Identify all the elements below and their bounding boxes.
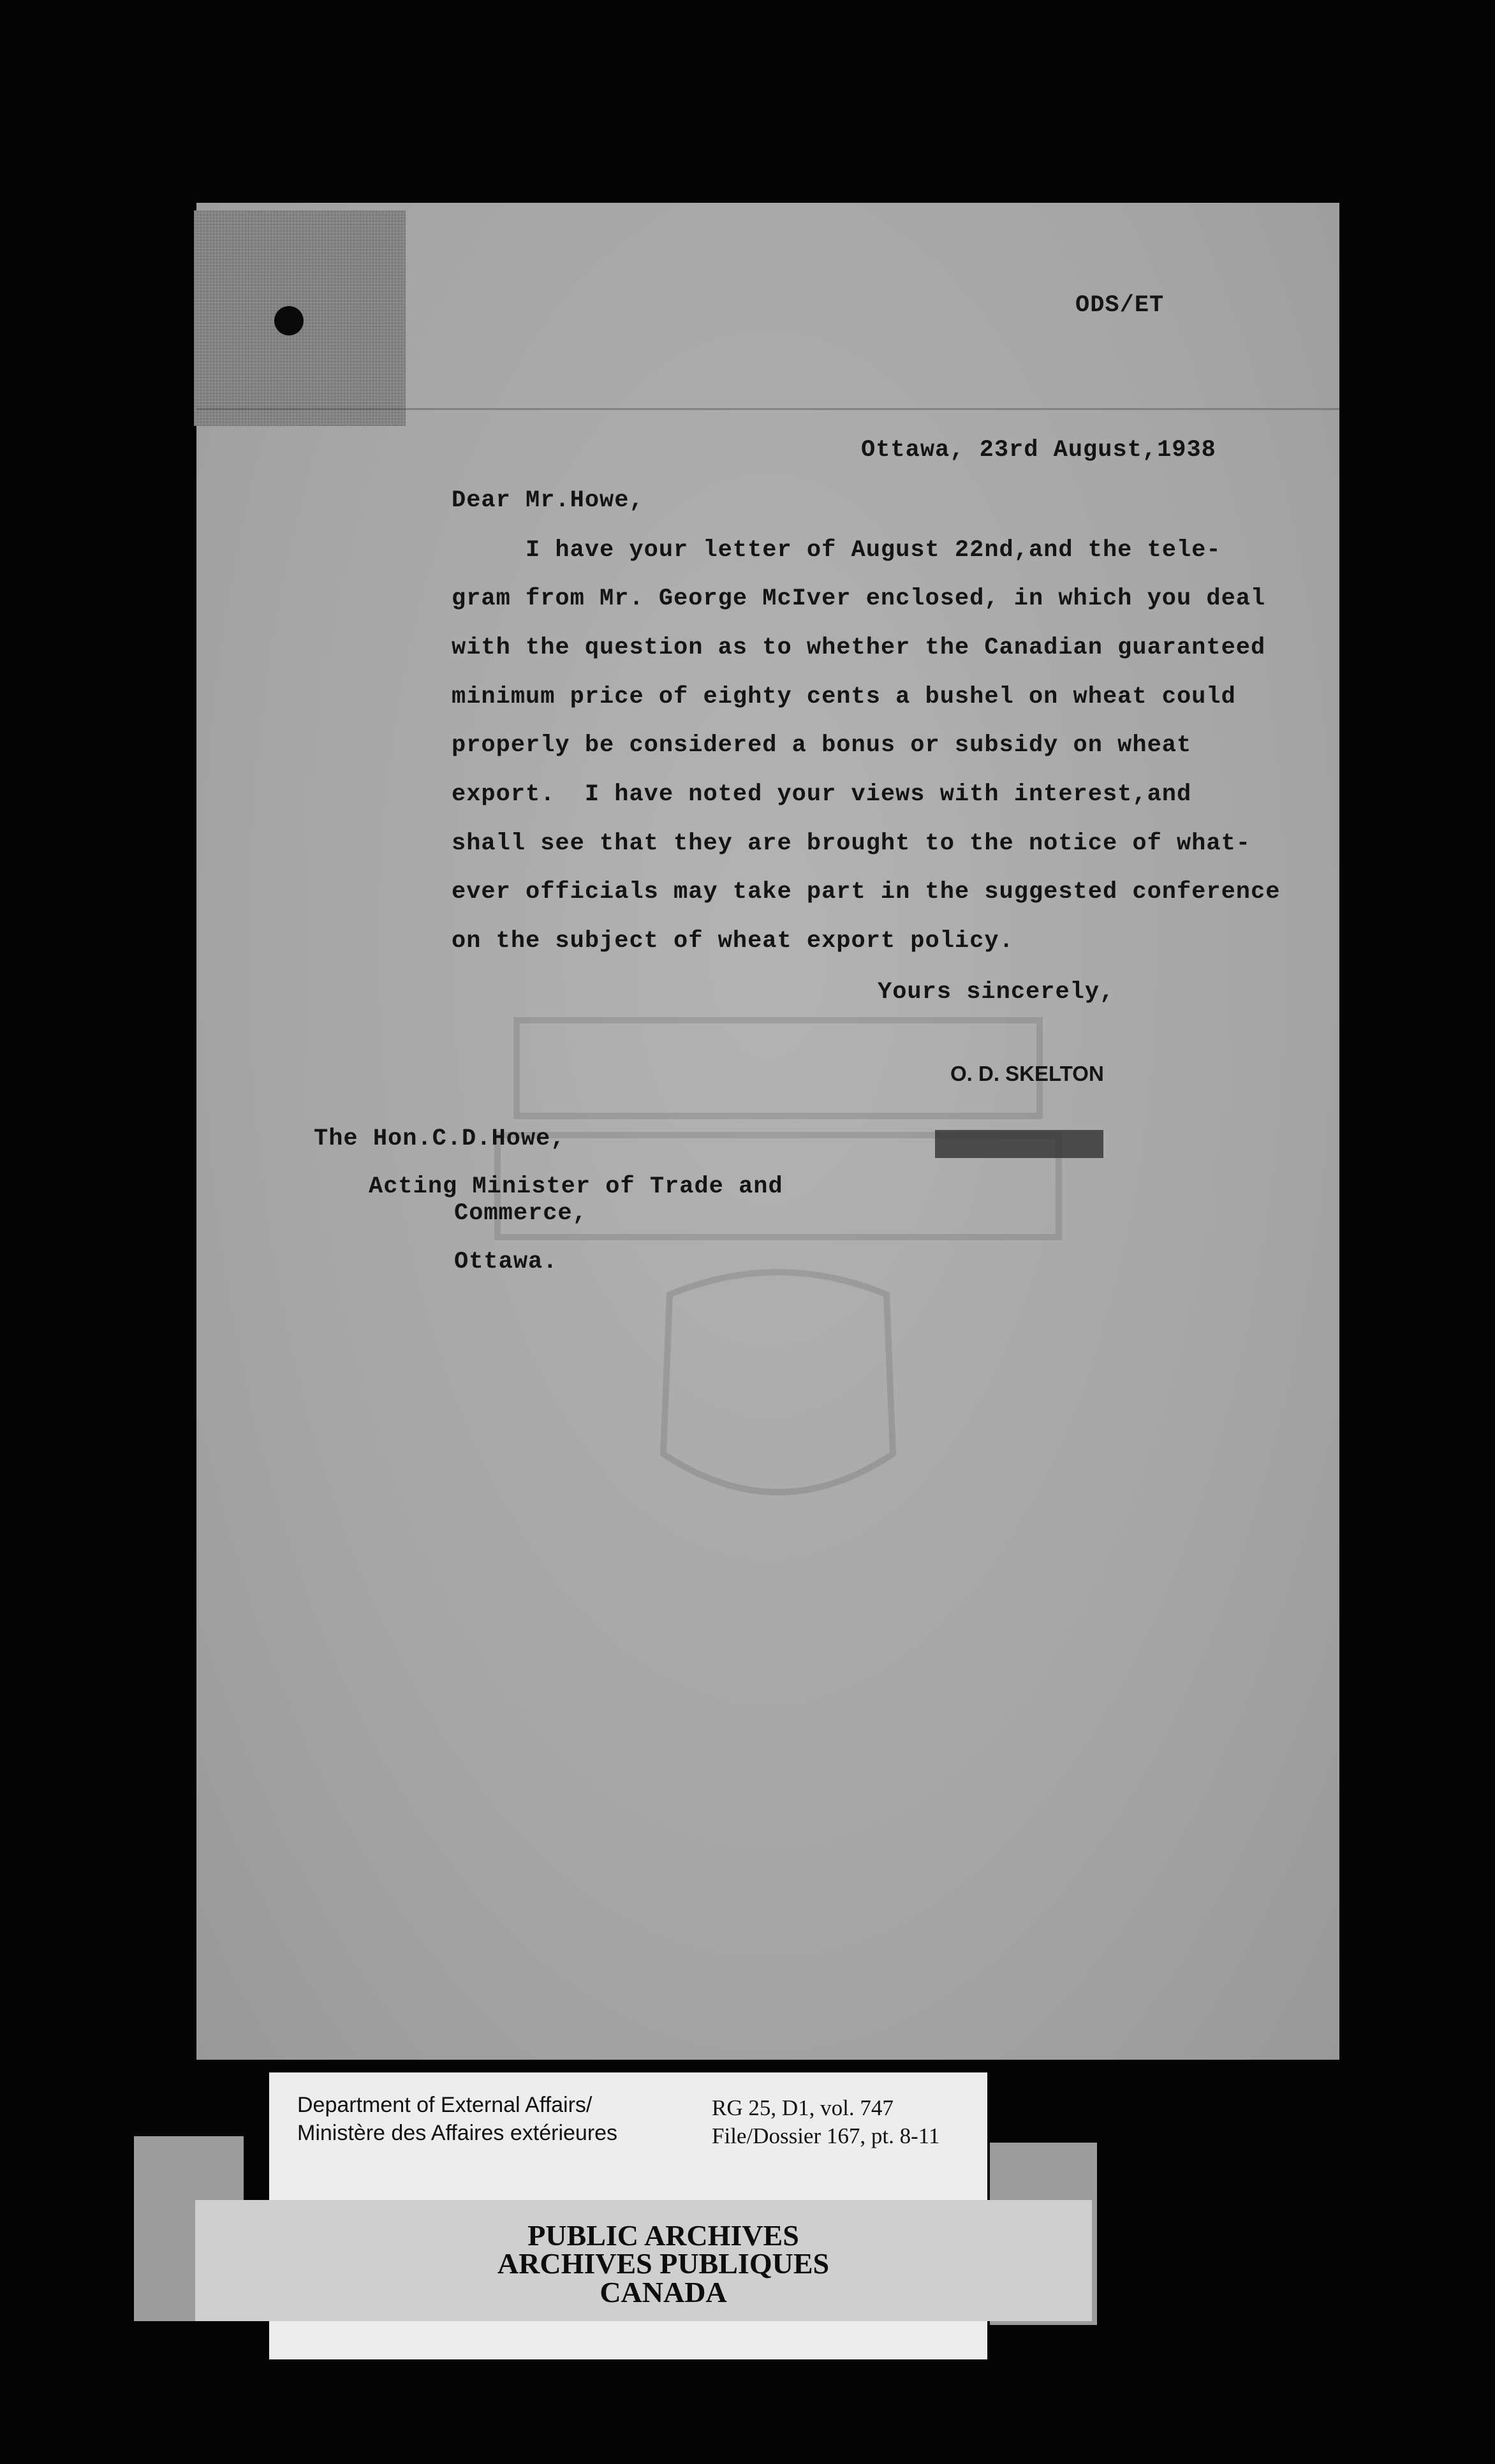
record-group: RG 25, D1, vol. 747 bbox=[712, 2095, 894, 2120]
signature-stamp bbox=[935, 1130, 1103, 1158]
paper-watermark bbox=[459, 1008, 1097, 1581]
body-line: with the question as to whether the Canadian guaranteed bbox=[452, 634, 1266, 661]
salutation: Dear Mr.Howe, bbox=[452, 487, 644, 514]
file-number: File/Dossier 167, pt. 8-11 bbox=[712, 2123, 940, 2148]
date-line: Ottawa, 23rd August,1938 bbox=[861, 437, 1216, 464]
body-line: on the subject of wheat export policy. bbox=[452, 928, 1014, 955]
punch-hole bbox=[274, 306, 304, 335]
archives-stamp-country: CANADA bbox=[600, 2276, 727, 2308]
fold-line bbox=[196, 408, 1339, 410]
body-line: export. I have noted your views with interest,and bbox=[452, 781, 1192, 808]
body-line: I have your letter of August 22nd,and the tele- bbox=[452, 537, 1221, 564]
dept-name-en: Department of External Affairs/ bbox=[297, 2093, 593, 2117]
body-line: minimum price of eighty cents a bushel on wheat could bbox=[452, 684, 1236, 710]
archives-stamp-en: PUBLIC ARCHIVES bbox=[527, 2219, 799, 2252]
body-line: shall see that they are brought to the notice of what- bbox=[452, 830, 1251, 857]
addressee-city: Ottawa. bbox=[454, 1249, 558, 1275]
body-line: properly be considered a bonus or subsidy on wheat bbox=[452, 732, 1192, 759]
addressee-title: Acting Minister of Trade and bbox=[369, 1173, 783, 1200]
dept-name-fr: Ministère des Affaires extérieures bbox=[297, 2121, 618, 2145]
body-line: gram from Mr. George McIver enclosed, in which you deal bbox=[452, 585, 1266, 612]
signature: O. D. SKELTON bbox=[950, 1062, 1104, 1085]
body-line: ever officials may take part in the suggested conference bbox=[452, 879, 1281, 906]
archives-stamp-fr: ARCHIVES PUBLIQUES bbox=[497, 2247, 830, 2280]
reference-code: ODS/ET bbox=[1075, 292, 1165, 319]
closing: Yours sincerely, bbox=[878, 979, 1115, 1006]
addressee-name: The Hon.C.D.Howe, bbox=[314, 1126, 566, 1152]
addressee-title-cont: Commerce, bbox=[454, 1200, 587, 1227]
